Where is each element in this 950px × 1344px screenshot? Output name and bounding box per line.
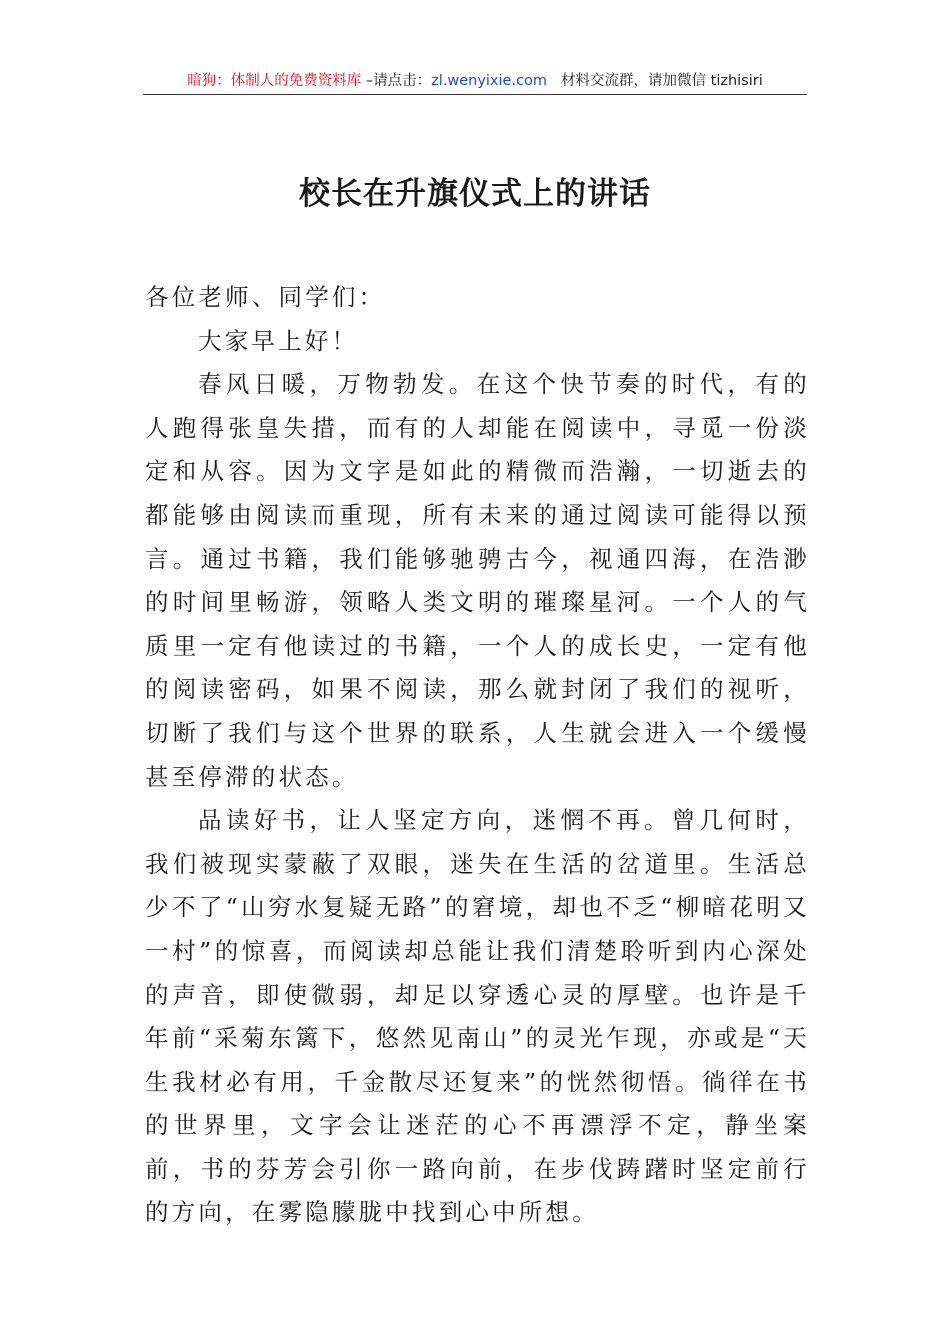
document-title: 校长在升旗仪式上的讲话 xyxy=(299,176,651,212)
page-header xyxy=(143,68,807,94)
header-brand: 暗狗：体制人的免费资料库 xyxy=(187,73,362,89)
header-group-text: 材料交流群，请加微信 tizhisiri xyxy=(561,73,763,89)
body-paragraph-2: 品读好书，让人坚定方向，迷惘不再。曾几何时，我们被现实蒙蔽了双眼，迷失在生活的岔道里。生活总少不了“山穷水复疑无路”的窘境，却也不乏“柳暗花明又一村”的惊喜，而阅读却总能让我们清楚聆听到内心深处的声音，即使微弱，却足以穿透心灵的厚壁。也许是千年前“采菊东篱下，悠然见南山”的灵光乍现，亦或是“天生我材必有用，千金散尽还复来”的恍然彻悟。徜徉在书的世界里，文字会让迷茫的心不再漂浮不定，静坐案前，书的芬芳会引你一路向前，在步伐踌躇时坚定前行的方向，在雾隐朦胧中找到心中所想。 xyxy=(145,806,810,1227)
body-paragraph-1: 春风日暖，万物勃发。在这个快节奏的时代，有的人跑得张皇失措，而有的人却能在阅读中，寻觅一份淡定和从容。因为文字是如此的精微而浩瀚，一切逝去的都能够由阅读而重现，所有未来的通过阅读可能得以预言。通过书籍，我们能够驰骋古今，视通四海，在浩渺的时间里畅游，领略人类文明的璀璨星河。一个人的气质里一定有他读过的书籍，一个人的成长史，一定有他的阅读密码，如果不阅读，那么就封闭了我们的视听，切断了我们与这个世界的联系，人生就会进入一个缓慢甚至停滞的状态。 xyxy=(145,370,810,791)
header-link[interactable]: zl.wenyixie.com xyxy=(431,73,548,89)
greeting: 大家早上好！ xyxy=(198,326,359,355)
header-prompt: –请点击： xyxy=(361,73,432,89)
header-divider xyxy=(143,94,807,95)
document-body xyxy=(145,276,810,1235)
salutation: 各位老师、同学们： xyxy=(145,283,386,311)
